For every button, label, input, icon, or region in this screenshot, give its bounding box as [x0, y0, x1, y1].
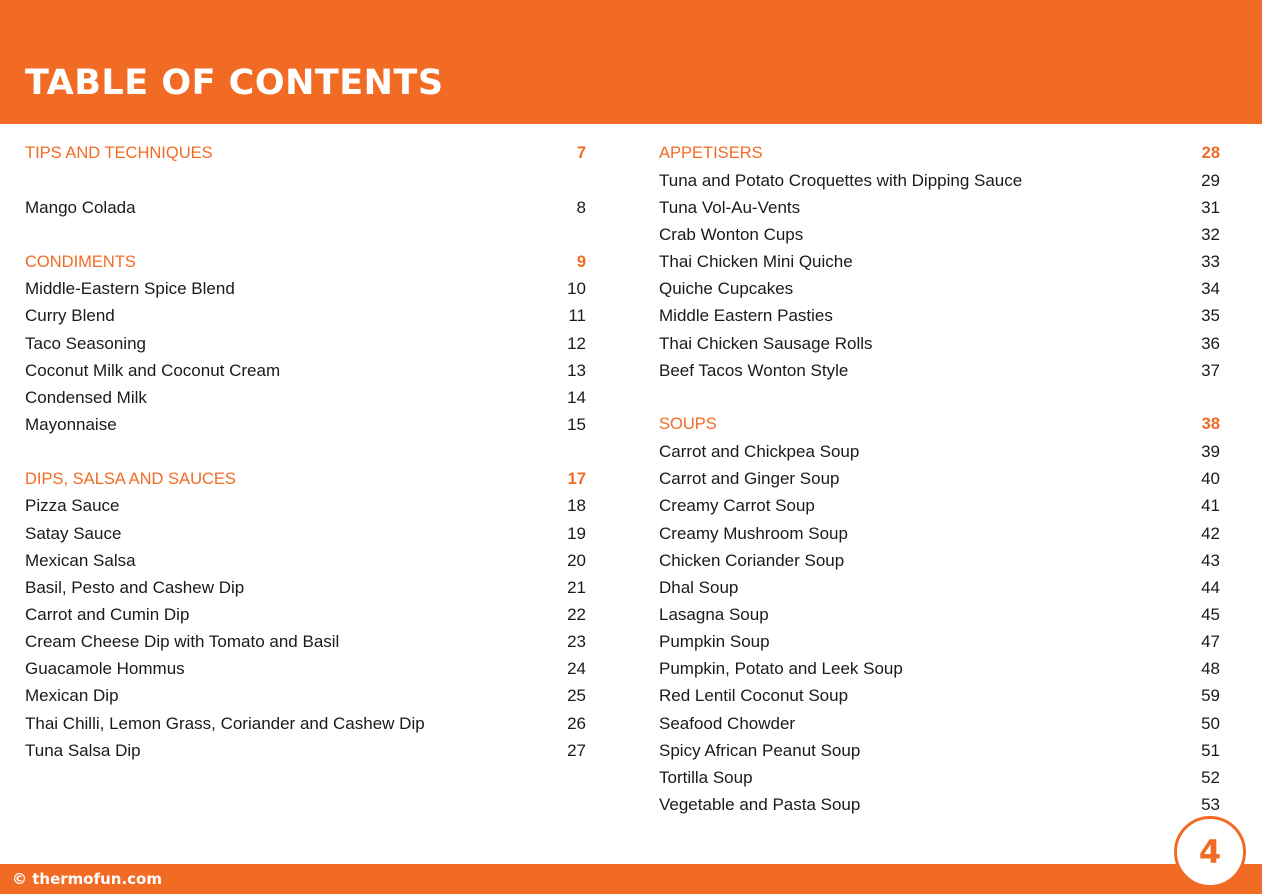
toc-entry-label: Dhal Soup: [659, 577, 739, 597]
toc-page-number: 19: [567, 523, 586, 543]
toc-entry-label: Carrot and Cumin Dip: [25, 604, 190, 624]
toc-page-number: 51: [1201, 740, 1220, 760]
toc-entry[interactable]: [25, 493, 586, 520]
toc-entry[interactable]: [25, 520, 586, 547]
toc-page-number: 22: [567, 604, 586, 624]
toc-entry-label: Carrot and Ginger Soup: [659, 469, 840, 489]
toc-entry-label: Tortilla Soup: [659, 767, 753, 787]
toc-page-number: 15: [567, 414, 586, 434]
toc-entry[interactable]: [25, 737, 586, 764]
toc-page-number: 40: [1201, 469, 1220, 489]
toc-entry-label: Lasagna Soup: [659, 604, 769, 624]
toc-page-number: 28: [1201, 144, 1220, 163]
header-banner: [0, 0, 1262, 124]
toc-page-number: 26: [567, 713, 586, 733]
toc-entry[interactable]: [659, 249, 1220, 276]
toc-entry[interactable]: [659, 656, 1220, 683]
page-title: TABLE OF CONTENTS: [25, 63, 444, 103]
toc-entry-label: Tuna Salsa Dip: [25, 740, 141, 760]
toc-entry[interactable]: [25, 194, 586, 221]
toc-section-heading[interactable]: [25, 249, 586, 276]
toc-entry[interactable]: [659, 493, 1220, 520]
toc-entry[interactable]: [659, 683, 1220, 710]
toc-entry[interactable]: [25, 601, 586, 628]
toc-page-number: 10: [567, 279, 586, 299]
toc-entry[interactable]: [659, 629, 1220, 656]
toc-entry-label: Mexican Dip: [25, 686, 119, 706]
toc-page-number: 20: [567, 550, 586, 570]
toc-section-label: TIPS AND TECHNIQUES: [25, 144, 213, 163]
toc-entry[interactable]: [659, 167, 1220, 194]
toc-page-number: 34: [1201, 279, 1220, 299]
toc-entry[interactable]: [659, 791, 1220, 818]
toc-entry-label: Guacamole Hommus: [25, 659, 185, 679]
toc-entry-label: Mexican Salsa: [25, 550, 136, 570]
toc-page-number: 7: [576, 144, 586, 163]
toc-entry-label: Creamy Mushroom Soup: [659, 523, 848, 543]
toc-entry-label: Condensed Milk: [25, 387, 147, 407]
page-number-badge: [1174, 816, 1246, 888]
toc-entry-label: Pizza Sauce: [25, 496, 120, 516]
toc-entry-label: Cream Cheese Dip with Tomato and Basil: [25, 632, 340, 652]
toc-entry-label: Spicy African Peanut Soup: [659, 740, 861, 760]
toc-entry[interactable]: [25, 629, 586, 656]
toc-spacer: [659, 384, 1220, 411]
toc-section-label: APPETISERS: [659, 144, 763, 163]
toc-entry-label: Carrot and Chickpea Soup: [659, 442, 860, 462]
toc-entry-label: Seafood Chowder: [659, 713, 796, 733]
toc-page-number: 29: [1201, 170, 1220, 190]
toc-entry-label: Mayonnaise: [25, 414, 117, 434]
toc-entry-label: Middle Eastern Pasties: [659, 306, 833, 326]
toc-entry[interactable]: [659, 710, 1220, 737]
toc-page-number: 27: [567, 740, 586, 760]
toc-entry-label: Pumpkin Soup: [659, 632, 770, 652]
toc-page-number: 31: [1201, 197, 1220, 217]
toc-page-number: 45: [1201, 604, 1220, 624]
toc-page-number: 35: [1201, 306, 1220, 326]
toc-section-label: DIPS, SALSA AND SAUCES: [25, 469, 236, 488]
toc-page-number: 37: [1201, 360, 1220, 380]
page-number: 4: [1198, 833, 1222, 871]
toc-entry[interactable]: [659, 764, 1220, 791]
toc-page-number: 41: [1201, 496, 1220, 516]
toc-page-number: 17: [567, 469, 586, 488]
toc-spacer: [25, 167, 586, 194]
toc-page-number: 38: [1201, 415, 1220, 434]
toc-entry-label: Tuna and Potato Croquettes with Dipping Sauce: [659, 170, 1023, 190]
toc-page-number: 8: [576, 197, 586, 217]
toc-entry-label: Red Lentil Coconut Soup: [659, 686, 849, 706]
toc-entry[interactable]: [25, 303, 586, 330]
toc-entry[interactable]: [25, 547, 586, 574]
toc-page-number: 14: [567, 387, 586, 407]
toc-entry-label: Chicken Coriander Soup: [659, 550, 845, 570]
toc-entry[interactable]: [25, 330, 586, 357]
toc-entry[interactable]: [659, 439, 1220, 466]
toc-page-number: 18: [567, 496, 586, 516]
toc-entry-label: Taco Seasoning: [25, 333, 146, 353]
toc-page-number: 21: [567, 577, 586, 597]
toc-entry-label: Thai Chilli, Lemon Grass, Coriander and Cashew Dip: [25, 713, 425, 733]
toc-spacer: [25, 439, 586, 466]
toc-entry[interactable]: [25, 357, 586, 384]
toc-section-heading[interactable]: [25, 140, 586, 167]
toc-entry[interactable]: [659, 520, 1220, 547]
toc-entry[interactable]: [25, 411, 586, 438]
toc-entry[interactable]: [25, 574, 586, 601]
toc-page-number: 48: [1201, 659, 1220, 679]
toc-page-number: 12: [567, 333, 586, 353]
toc-entry[interactable]: [25, 683, 586, 710]
toc-page-number: 33: [1201, 252, 1220, 272]
toc-entry[interactable]: [25, 276, 586, 303]
toc-page-number: 11: [568, 306, 586, 326]
toc-page-number: 42: [1201, 523, 1220, 543]
toc-section-label: CONDIMENTS: [25, 252, 136, 271]
toc-page-number: 47: [1201, 632, 1220, 652]
toc-entry-label: Satay Sauce: [25, 523, 122, 543]
toc-page-number: 32: [1201, 224, 1220, 244]
toc-entry[interactable]: [659, 303, 1220, 330]
footer-site-link[interactable]: © thermofun.com: [12, 870, 162, 888]
toc-page-number: 39: [1201, 442, 1220, 462]
toc-entry[interactable]: [659, 737, 1220, 764]
toc-section-heading[interactable]: [25, 466, 586, 493]
toc-page-number: 44: [1201, 577, 1220, 597]
toc-page-number: 36: [1201, 333, 1220, 353]
toc-entry[interactable]: [25, 384, 586, 411]
toc-right-column: [659, 140, 1220, 819]
toc-entry-label: Curry Blend: [25, 306, 115, 326]
toc-page-number: 25: [567, 686, 586, 706]
toc-entry-label: Tuna Vol-Au-Vents: [659, 197, 801, 217]
toc-page-number: 59: [1201, 686, 1220, 706]
toc-entry-label: Vegetable and Pasta Soup: [659, 794, 861, 814]
toc-page-number: 9: [576, 252, 586, 271]
toc-left-column: [25, 140, 586, 764]
toc-entry-label: Basil, Pesto and Cashew Dip: [25, 577, 245, 597]
toc-section-heading[interactable]: [659, 140, 1220, 167]
toc-entry-label: Quiche Cupcakes: [659, 279, 794, 299]
toc-entry-label: Creamy Carrot Soup: [659, 496, 815, 516]
toc-section-label: SOUPS: [659, 415, 717, 434]
toc-entry-label: Thai Chicken Sausage Rolls: [659, 333, 873, 353]
toc-entry-label: Pumpkin, Potato and Leek Soup: [659, 659, 903, 679]
toc-entry[interactable]: [659, 221, 1220, 248]
toc-page-number: 52: [1201, 767, 1220, 787]
toc-page-number: 53: [1201, 794, 1220, 814]
toc-entry-label: Crab Wonton Cups: [659, 224, 804, 244]
toc-entry[interactable]: [659, 194, 1220, 221]
toc-entry[interactable]: [659, 601, 1220, 628]
toc-entry[interactable]: [25, 656, 586, 683]
toc-entry[interactable]: [659, 276, 1220, 303]
toc-entry-label: Middle-Eastern Spice Blend: [25, 279, 235, 299]
toc-entry[interactable]: [659, 466, 1220, 493]
toc-entry[interactable]: [25, 710, 586, 737]
toc-spacer: [25, 221, 586, 248]
toc-section-heading[interactable]: [659, 411, 1220, 438]
toc-entry[interactable]: [659, 357, 1220, 384]
toc-entry[interactable]: [659, 574, 1220, 601]
toc-entry-label: Mango Colada: [25, 197, 136, 217]
toc-entry-label: Beef Tacos Wonton Style: [659, 360, 849, 380]
toc-page-number: 43: [1201, 550, 1220, 570]
toc-page-number: 24: [567, 659, 586, 679]
toc-entry-label: Thai Chicken Mini Quiche: [659, 252, 853, 272]
toc-entry[interactable]: [659, 330, 1220, 357]
footer-bar: [0, 864, 1262, 894]
toc-entry-label: Coconut Milk and Coconut Cream: [25, 360, 281, 380]
toc-entry[interactable]: [659, 547, 1220, 574]
toc-page-number: 13: [567, 360, 586, 380]
toc-page-number: 23: [567, 632, 586, 652]
toc-page-number: 50: [1201, 713, 1220, 733]
